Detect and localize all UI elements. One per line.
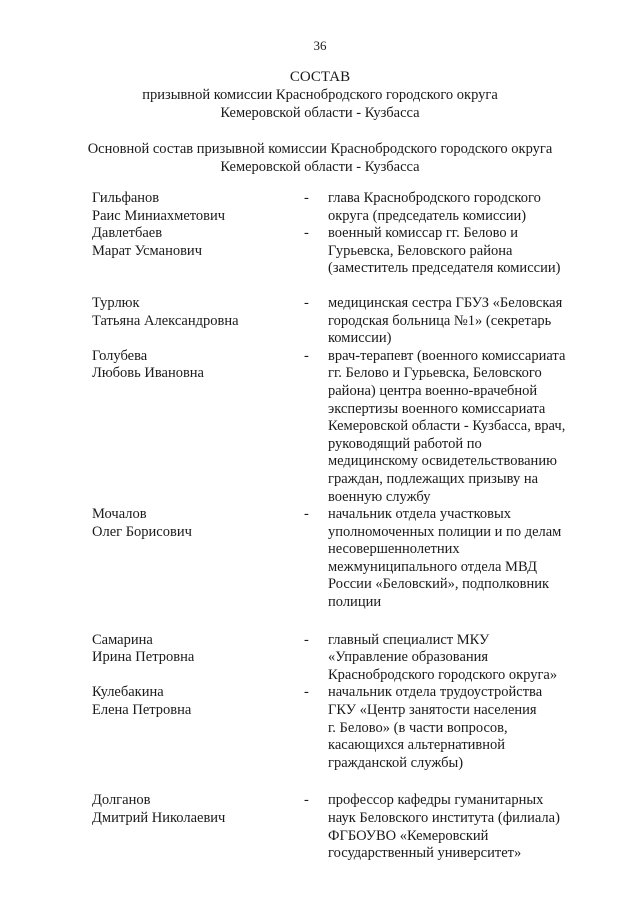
member-name xyxy=(92,295,304,348)
member-item xyxy=(92,348,592,506)
subtitle-line-2: Кемеровской области - Кузбасса xyxy=(220,159,420,175)
member-surname: Кулебакина xyxy=(92,684,164,701)
member-role: военный комиссар гг. Белово и Гурьевска, Беловского района (заместитель председателя комиссии) xyxy=(328,225,561,277)
member-dash: - xyxy=(304,190,309,206)
member-name xyxy=(92,348,304,506)
document-subtitle xyxy=(0,140,640,176)
member-dash: - xyxy=(304,506,309,523)
member-surname: Долганов xyxy=(92,792,151,809)
member-item xyxy=(92,295,592,348)
member-dash: - xyxy=(304,294,309,311)
member-dash: - xyxy=(304,792,309,809)
members-list xyxy=(92,190,592,863)
title-line-2: призывной комиссии Краснобродского городского округа xyxy=(142,87,498,103)
member-surname: Давлетбаев xyxy=(92,225,163,242)
member-role: начальник отдела трудоустройства ГКУ «Центр занятости населения г. Белово» (в части вопросов, касающихся альтернативной гражданской службы) xyxy=(328,684,543,771)
title-line-1: СОСТАВ xyxy=(289,69,351,85)
member-dash: - xyxy=(304,347,309,364)
member-item xyxy=(92,190,592,225)
member-surname: Турлюк xyxy=(92,294,140,311)
member-given-name: Любовь Ивановна xyxy=(92,365,204,382)
member-surname: Самарина xyxy=(92,631,153,648)
member-role: врач-терапевт (военного комиссариата гг. Белово и Гурьевска, Беловского района) центра военно-врачебной экспертизы военного комиссариата Кемеровской области - Кузбасса, врач, руководящий работой по медицинскому освидетельствованию граждан, подлежащих призыву на военную службу xyxy=(328,347,566,505)
member-item xyxy=(92,792,592,862)
subtitle-line-1: Основной состав призывной комиссии Краснобродского городского округа xyxy=(87,141,553,157)
member-name xyxy=(92,632,304,685)
member-surname: Гильфанов xyxy=(92,190,160,206)
member-given-name: Дмитрий Николаевич xyxy=(92,810,226,826)
member-name xyxy=(92,792,304,862)
member-item xyxy=(92,225,592,278)
member-given-name: Раис Миниахметович xyxy=(92,207,226,224)
member-surname: Голубева xyxy=(92,347,148,364)
page-number: 36 xyxy=(313,38,327,53)
member-name xyxy=(92,506,304,612)
member-name xyxy=(92,225,304,278)
member-given-name: Олег Борисович xyxy=(92,523,192,540)
document-title xyxy=(0,68,640,122)
member-dash: - xyxy=(304,631,309,648)
member-given-name: Ирина Петровна xyxy=(92,649,195,666)
member-role: главный специалист МКУ «Управление образования Краснобродского городского округа» xyxy=(328,631,558,683)
member-item xyxy=(92,506,592,612)
member-role: глава Краснобродского городского округа (председатель комиссии) xyxy=(328,190,541,224)
member-given-name: Татьяна Александровна xyxy=(92,312,239,329)
member-dash: - xyxy=(304,684,309,701)
member-surname: Мочалов xyxy=(92,506,147,523)
title-line-3: Кемеровской области - Кузбасса xyxy=(220,105,420,121)
member-name xyxy=(92,684,304,772)
member-given-name: Марат Усманович xyxy=(92,242,202,259)
member-item xyxy=(92,684,592,772)
member-dash: - xyxy=(304,225,309,242)
member-role: профессор кафедры гуманитарных наук Беловского института (филиала) ФГБОУВО «Кемеровский государственный университет» xyxy=(328,792,560,862)
member-name xyxy=(92,190,304,225)
member-role: начальник отдела участковых уполномоченных полиции и по делам несовершеннолетних межмуниципального отдела МВД России «Беловский», подполковник полиции xyxy=(328,506,562,611)
member-item xyxy=(92,632,592,685)
member-given-name: Елена Петровна xyxy=(92,702,192,719)
member-role: медицинская сестра ГБУЗ «Беловская городская больница №1» (секретарь комиссии) xyxy=(328,294,563,347)
